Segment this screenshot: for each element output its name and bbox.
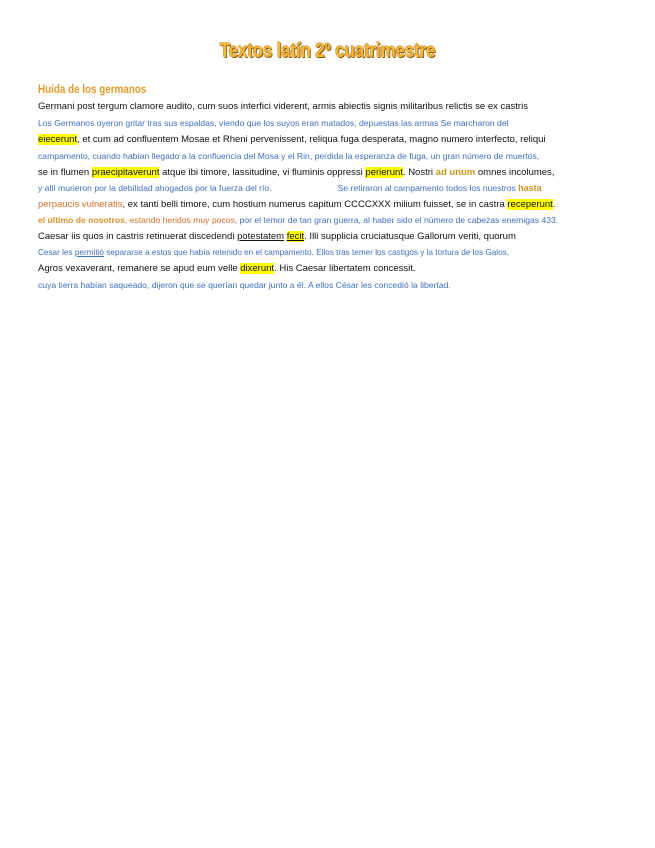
text: , ex tanti belli timore, cum hostium numerus capitum CCCCXXX milium fuisset, se in castra: [122, 199, 508, 210]
highlighted-verb: eiecerunt: [38, 134, 78, 145]
spanish-line-2: [38, 150, 539, 163]
text: campamento, cuando habían llegado a la confluencia del Mosa y el Rin, perdida la esperanza de fuga, un gran número de muertos,: [38, 151, 540, 161]
spanish-line-3: [38, 182, 542, 195]
highlighted-verb: praecipitaverunt: [91, 167, 160, 178]
highlighted-verb: receperunt: [507, 199, 553, 210]
text: .: [552, 199, 556, 210]
page-title: Textos latín 2º cuatrimestre: [219, 40, 436, 62]
highlighted-verb: perierunt: [365, 167, 403, 178]
latin-line-1: [38, 100, 528, 113]
underlined-word: potestatem: [237, 231, 285, 242]
latin-line-3: [38, 166, 554, 179]
text: Caesar iis quos in castris retinuerat discedendi: [38, 231, 238, 242]
highlighted-verb: dixerunt: [240, 263, 275, 274]
gold-phrase: el último de nosotros: [38, 215, 125, 225]
text: . Illi supplicia cruciatusque Gallorum veriti, quorum: [304, 231, 516, 242]
spanish-line-6: [38, 279, 451, 292]
text: Los Germanos oyeron gritar tras sus espaldas, viendo que los suyos eran matados, depuestas las armas Se marcharon del: [38, 118, 509, 128]
text: . Nostri: [402, 167, 436, 178]
text: separarse a estos que había retenido en el campamento. Ellos tras temer los castigos y la tortura de los Galos,: [103, 248, 510, 257]
text: . His Caesar libertatem concessit.: [274, 263, 416, 274]
text: Se retiraron al campamento todos los nuestros: [337, 183, 519, 193]
spanish-line-4: [38, 214, 558, 227]
text: y allí murieron por la debilidad ahogados por la fuerza del río.: [38, 183, 272, 193]
text: Germani post tergum clamore audito, cum suos interfici viderent, armis abiectis signis militaribus relictis se ex castris: [38, 101, 528, 112]
highlighted-verb: fecit: [286, 231, 305, 242]
gold-phrase: hasta: [518, 183, 542, 193]
text: Agros vexaverant, remanere se apud eum velle: [38, 263, 241, 274]
orange-phrase: , estando heridos muy pocos: [124, 215, 235, 225]
spanish-line-5: [38, 246, 509, 259]
latin-line-4: [38, 198, 555, 211]
text: , por el temor de tan gran guerra, al haber sido el número de cabezas enemigas 433.: [234, 215, 559, 225]
underlined-word: permitió: [74, 248, 104, 257]
latin-line-5: [38, 230, 516, 243]
text: Cesar les: [38, 248, 75, 257]
orange-phrase: perpaucis vulneratis: [38, 199, 123, 210]
text: omnes incolumes,: [475, 167, 555, 178]
spanish-line-1: [38, 117, 509, 130]
text: cuya tierra habían saqueado, dijeron que se querían quedar junto a él. A ellos César les concedió la libertad.: [38, 280, 451, 290]
text: , et cum ad confluentem Mosae et Rheni pervenissent, reliqua fuga desperata, magno numero interfecto, reliqui: [77, 134, 546, 145]
latin-line-6: [38, 262, 416, 275]
latin-line-2: [38, 133, 546, 146]
text: atque ibi timore, lassitudine, vi fluminis oppressi: [159, 167, 366, 178]
gold-phrase: ad unum: [435, 167, 476, 178]
text: se in flumen: [38, 167, 92, 178]
section-heading: Huida de los germanos: [38, 82, 147, 96]
